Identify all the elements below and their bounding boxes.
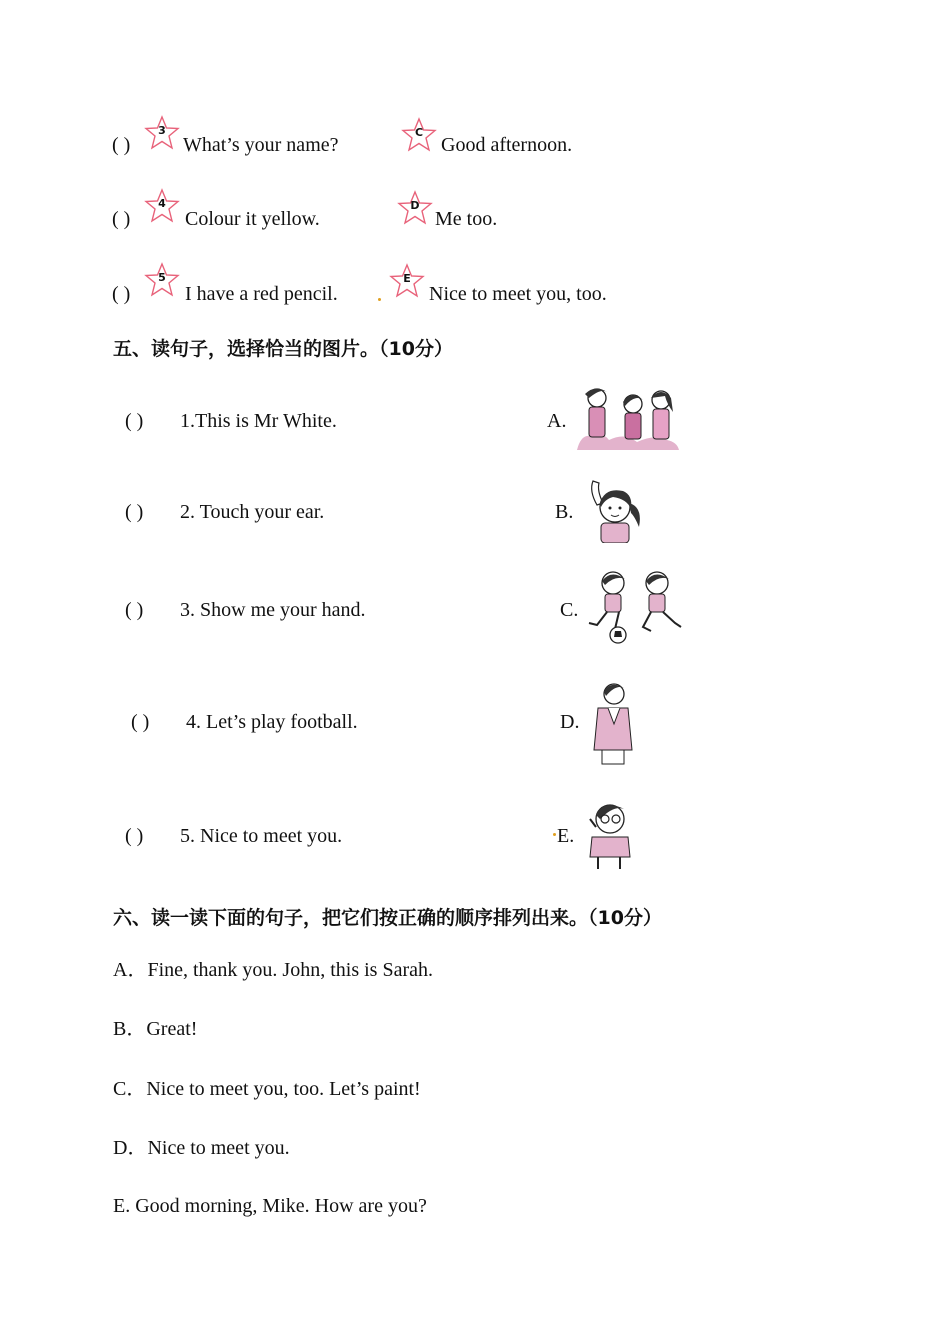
stray-mark: [378, 298, 381, 301]
answer-bracket[interactable]: ( ): [112, 134, 131, 156]
star-letter-icon: [397, 190, 433, 226]
answer-bracket[interactable]: ( ): [125, 825, 144, 847]
star-number: 5: [158, 271, 166, 284]
answer-bracket[interactable]: ( ): [125, 501, 144, 523]
three-girls-picture: [575, 384, 680, 452]
answer-bracket[interactable]: ( ): [125, 599, 144, 621]
dialogue-line: B．Great!: [113, 1018, 198, 1040]
star-number-icon: [144, 262, 180, 298]
sentence-text: 2. Touch your ear.: [180, 501, 325, 523]
star-number-icon: [144, 188, 180, 224]
boys-football-picture: [585, 569, 687, 645]
star-letter: C: [414, 126, 424, 139]
sentence-text: 1.This is Mr White.: [180, 410, 337, 432]
answer-text: Good afternoon.: [441, 134, 573, 156]
option-label: D.: [560, 711, 580, 733]
boy-glasses-picture: [584, 797, 634, 871]
girl-waving-picture: [583, 477, 649, 543]
star-letter-icon: [401, 117, 437, 153]
dialogue-line: D．Nice to meet you.: [113, 1137, 290, 1159]
star-letter-icon: [389, 263, 425, 299]
option-label: C.: [560, 599, 579, 621]
sentence-text: 3. Show me your hand.: [180, 599, 366, 621]
dialogue-line: C．Nice to meet you, too. Let’s paint!: [113, 1078, 421, 1100]
star-number: 4: [158, 197, 166, 210]
answer-bracket[interactable]: ( ): [112, 208, 131, 230]
answer-text: Nice to meet you, too.: [429, 283, 607, 305]
answer-bracket[interactable]: ( ): [131, 711, 150, 733]
question-text: What’s your name?: [183, 134, 339, 156]
section-6-heading: 六、读一读下面的句子，把它们按正确的顺序排列出来。（10分）: [113, 907, 662, 929]
dialogue-line: A．Fine, thank you. John, this is Sarah.: [113, 959, 433, 981]
man-pink-jacket-picture: [588, 680, 638, 766]
question-text: Colour it yellow.: [185, 208, 320, 230]
answer-bracket[interactable]: ( ): [125, 410, 144, 432]
option-label: B.: [555, 501, 574, 523]
option-label: E.: [557, 825, 575, 847]
question-text: I have a red pencil.: [185, 283, 338, 305]
star-number-icon: [144, 115, 180, 151]
star-letter: D: [410, 199, 420, 212]
dialogue-line: E. Good morning, Mike. How are you?: [113, 1195, 427, 1217]
stray-mark: [553, 833, 556, 836]
sentence-text: 4. Let’s play football.: [186, 711, 358, 733]
sentence-text: 5. Nice to meet you.: [180, 825, 343, 847]
answer-bracket[interactable]: ( ): [112, 283, 131, 305]
star-letter: E: [403, 272, 411, 285]
section-5-heading: 五、读句子，选择恰当的图片。（10分）: [113, 338, 453, 360]
star-number: 3: [158, 124, 166, 137]
answer-text: Me too.: [435, 208, 498, 230]
option-label: A.: [547, 410, 567, 432]
